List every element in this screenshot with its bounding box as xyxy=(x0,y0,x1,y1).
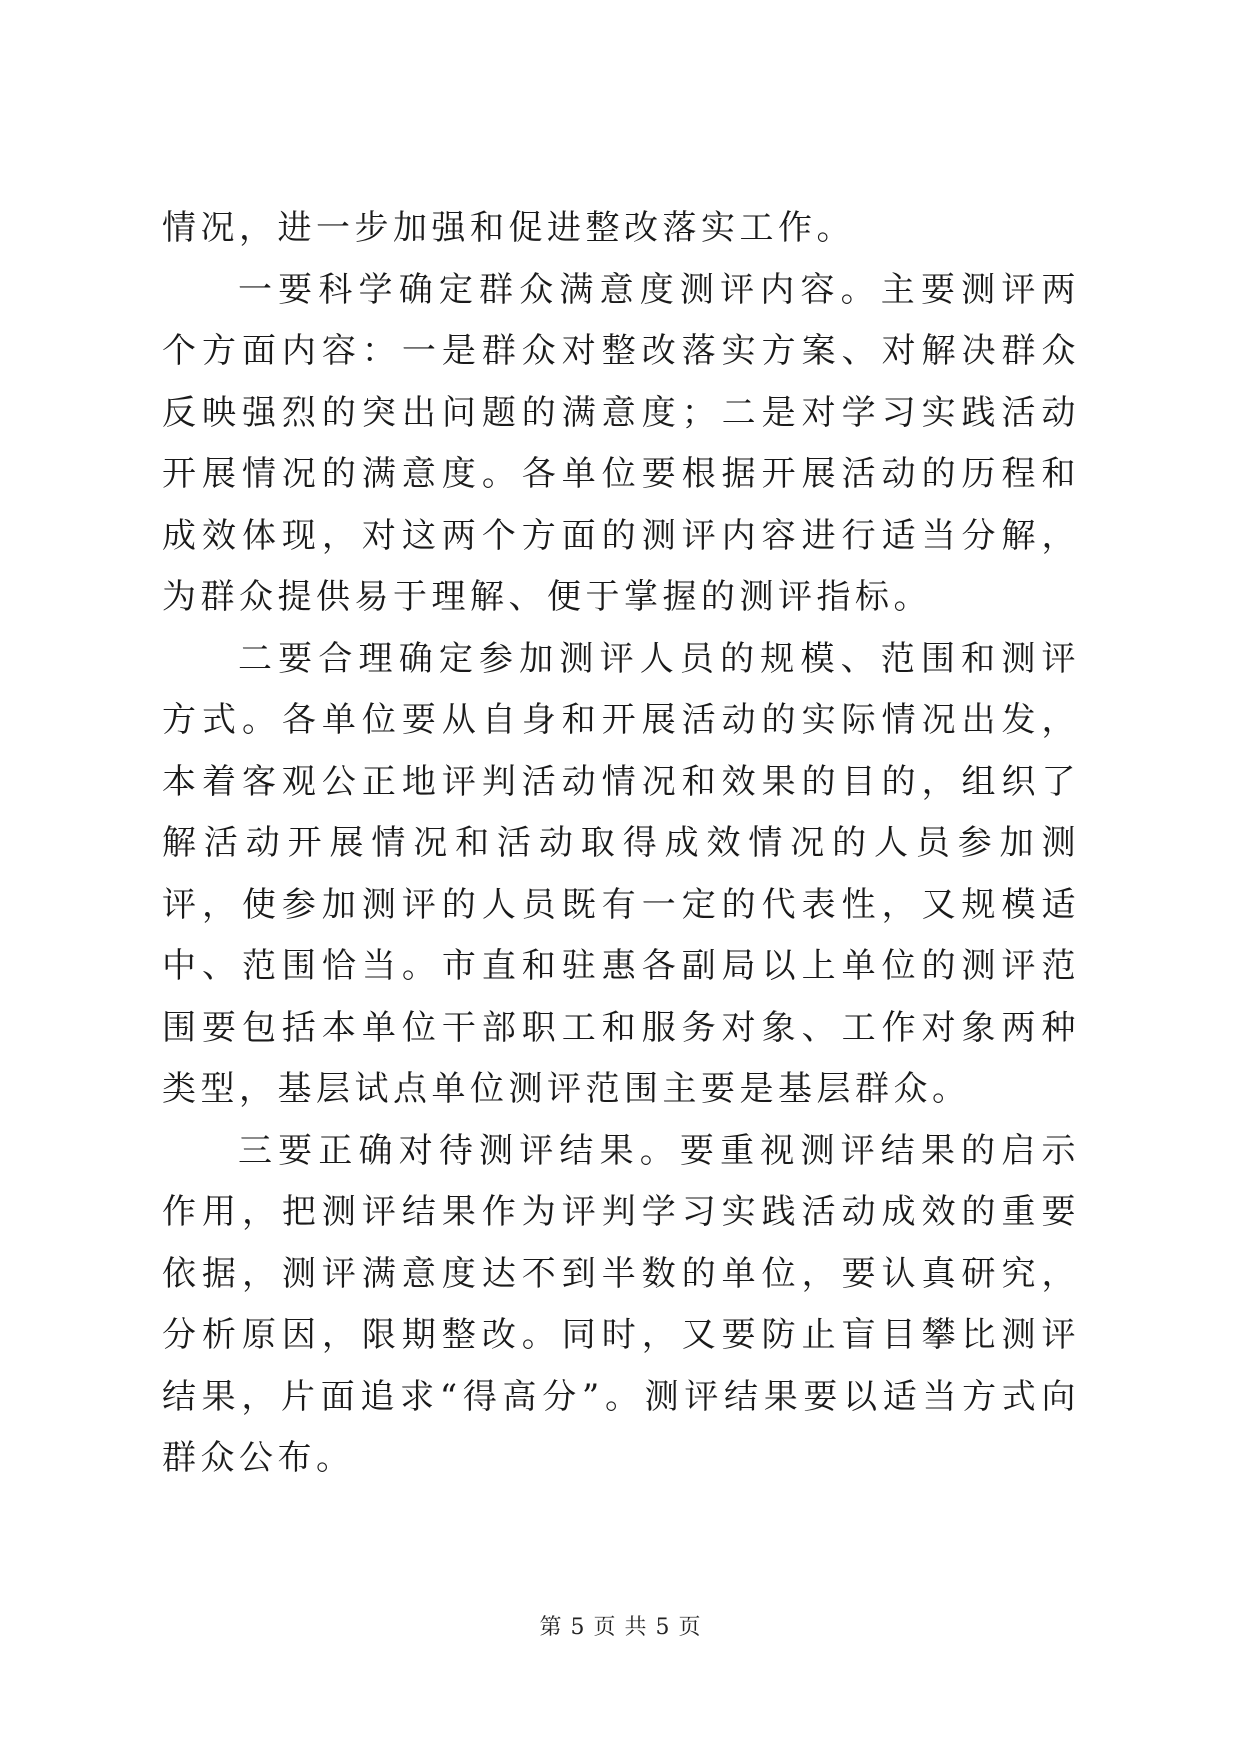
paragraph-continuation: 情况，进一步加强和促进整改落实工作。 xyxy=(162,208,855,248)
paragraph-satisfaction-content: 一要科学确定群众满意度测评内容。主要测评两个方面内容：一是群众对整改落实方案、对解决群众反映强烈的突出问题的满意度；二是对学习实践活动开展情况的满意度。各单位要根据开展活动的历程和成效体现，对这两个方面的测评内容进行适当分解，为群众提供易于理解、便于掌握的测评指标。 xyxy=(162,269,1080,617)
page-number-footer: 第 5 页 共 5 页 xyxy=(539,1615,702,1640)
paragraph-results-handling: 三要正确对待测评结果。要重视测评结果的启示作用，把测评结果作为评判学习实践活动成效的重要依据，测评满意度达不到半数的单位，要认真研究，分析原因，限期整改。同时，又要防止盲目攀比测评结果，片面追求“得高分”。测评结果要以适当方式向群众公布。 xyxy=(162,1130,1080,1478)
paragraph-participants-scope: 二要合理确定参加测评人员的规模、范围和测评方式。各单位要从自身和开展活动的实际情况出发，本着客观公正地评判活动情况和效果的目的，组织了解活动开展情况和活动取得成效情况的人员参加测评，使参加测评的人员既有一定的代表性，又规模适中、范围恰当。市直和驻惠各副局以上单位的测评范围要包括本单位干部职工和服务对象、工作对象两种类型，基层试点单位测评范围主要是基层群众。 xyxy=(162,638,1080,1109)
document-body xyxy=(162,198,1080,1490)
